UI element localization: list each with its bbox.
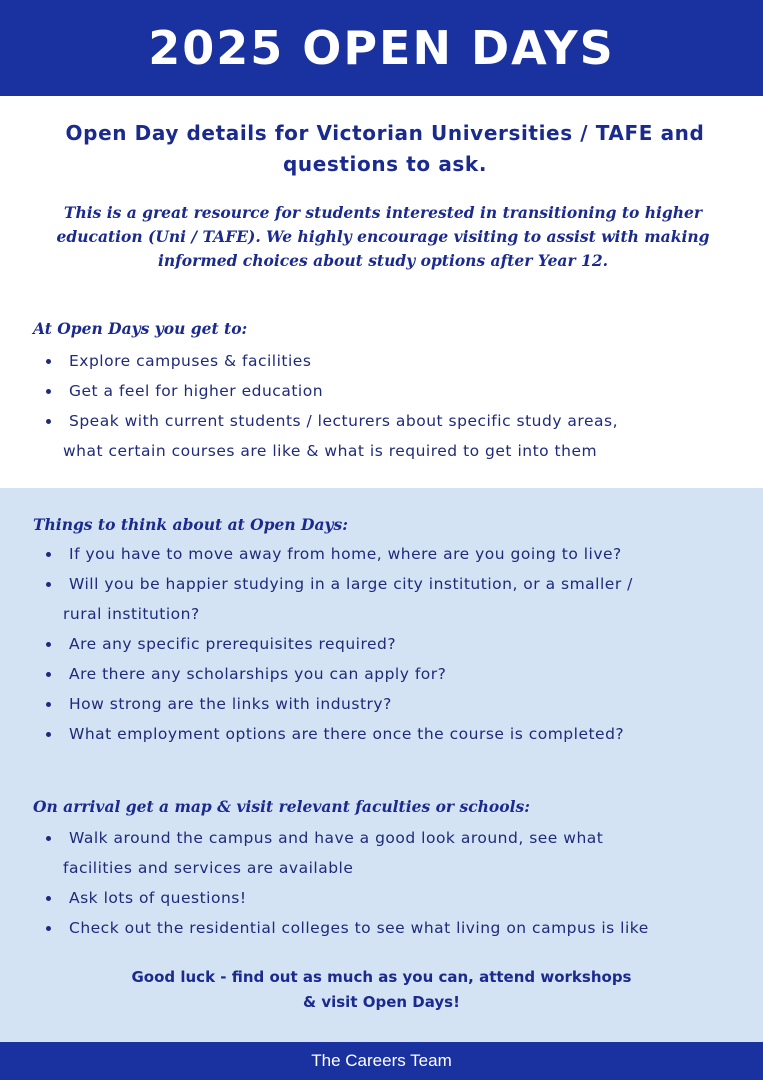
list-item-text: Ask lots of questions! [69,889,247,907]
list-item-text: If you have to move away from home, where are you going to live? [69,545,622,563]
list-item [33,376,733,406]
list-item-text: How strong are the links with industry? [69,695,392,713]
list-item-text: Get a feel for higher education [69,382,324,400]
list-item [33,406,733,466]
section-heading-things-to-think: Things to think about at Open Days: [33,515,348,534]
list-item [33,539,733,569]
list-item [33,346,733,376]
closing-line-1: Good luck - find out as much as you can, attend workshops [131,968,632,986]
list-item-text: What employment options are there once the course is completed? [69,725,625,743]
open-days-list [33,346,733,466]
on-arrival-list [33,823,733,943]
header-banner [0,0,763,96]
footer-signature: The Careers Team [311,1051,452,1070]
list-item [33,629,733,659]
list-item-text-continued: facilities and services are available [63,859,354,877]
list-item-text: Check out the residential colleges to see what living on campus is like [69,919,649,937]
list-item-text: Are any specific prerequisites required? [69,635,397,653]
subtitle: Open Day details for Victorian Universities / TAFE and questions to ask. [65,121,705,176]
section-heading-open-days: At Open Days you get to: [33,319,248,338]
list-item [33,823,733,883]
list-item-text: Are there any scholarships you can apply for? [69,665,447,683]
things-to-think-list [33,539,733,749]
section-heading-on-arrival: On arrival get a map & visit relevant faculties or schools: [33,797,530,816]
list-item [33,913,733,943]
list-item [33,659,733,689]
list-item-text: Speak with current students / lecturers about specific study areas, [69,412,619,430]
page-title: 2025 OPEN DAYS [148,21,615,75]
closing-message [100,965,663,1015]
list-item-text: Will you be happier studying in a large city institution, or a smaller / [69,575,633,593]
list-item [33,883,733,913]
list-item-text: Walk around the campus and have a good look around, see what [69,829,604,847]
closing-line-2: & visit Open Days! [303,993,460,1011]
footer-banner [0,1042,763,1080]
intro-paragraph: This is a great resource for students interested in transitioning to higher education (Uni / TAFE). We highly encourage visiting to assist with making informed choices about study options after Year 12. [56,203,710,270]
list-item [33,719,733,749]
list-item [33,569,733,629]
list-item-text: Explore campuses & facilities [69,352,312,370]
list-item [33,689,733,719]
list-item-text-continued: what certain courses are like & what is required to get into them [63,442,598,460]
list-item-text-continued: rural institution? [63,605,200,623]
